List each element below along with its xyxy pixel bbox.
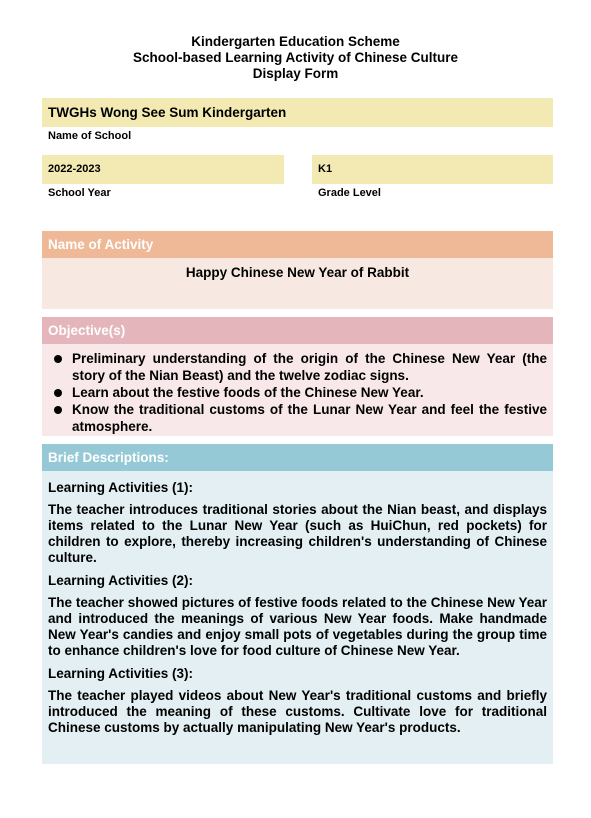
objective-item <box>48 384 547 401</box>
learning-activity-text: The teacher played videos about New Year's traditional customs and briefly introduced the meaning of these customs. Cultivate love for traditional Chinese customs by actually manipulating New Year's products. <box>48 688 547 735</box>
grade-level-label: Grade Level <box>318 187 381 199</box>
objective-item <box>48 401 547 435</box>
bullet-icon <box>54 355 62 363</box>
bullet-icon <box>54 406 62 414</box>
learning-activity-title: Learning Activities (2): <box>48 573 194 588</box>
form-header <box>0 34 591 82</box>
grade-level-field: K1 <box>312 155 553 184</box>
bullet-icon <box>54 389 62 397</box>
school-name-label: Name of School <box>48 130 132 142</box>
objective-text: Learn about the festive foods of the Chinese New Year. <box>72 385 424 400</box>
school-year-label: School Year <box>48 187 111 199</box>
header-line-1: Kindergarten Education Scheme <box>191 34 400 49</box>
learning-activity-text: The teacher introduces traditional stories about the Nian beast, and displays items related to the Lunar New Year (such as HuiChun, red pockets) for children to explore, thereby increasing children's understanding of Chinese culture. <box>48 502 547 565</box>
objectives-list <box>42 344 553 435</box>
objective-text: Preliminary understanding of the origin of the Chinese New Year (the story of the Nian Beast) and the twelve zodiac signs. <box>72 351 547 383</box>
brief-descriptions-body <box>42 471 553 764</box>
objective-text: Know the traditional customs of the Lunar New Year and feel the festive atmosphere. <box>72 402 547 434</box>
header-line-2: School-based Learning Activity of Chinese Culture <box>132 50 459 65</box>
activity-section-heading: Name of Activity <box>42 231 553 258</box>
learning-activity-title: Learning Activities (1): <box>48 480 194 495</box>
school-year-field: 2022-2023 <box>42 155 284 184</box>
objectives-body <box>42 344 553 436</box>
learning-activity-text: The teacher showed pictures of festive foods related to the Chinese New Year and introduced the meanings of various New Year foods. Make handmade New Year's candies and enjoy small pots of vegetables during the group time to enhance children's love for food culture of Chinese New Year. <box>48 595 547 658</box>
activity-name: Happy Chinese New Year of Rabbit <box>42 258 553 309</box>
header-line-3: Display Form <box>252 66 339 81</box>
brief-section-heading: Brief Descriptions: <box>42 444 553 471</box>
school-name-field: TWGHs Wong See Sum Kindergarten <box>42 98 553 127</box>
learning-activity-title: Learning Activities (3): <box>48 666 194 681</box>
objectives-section-heading: Objective(s) <box>42 317 553 344</box>
objective-item <box>48 350 547 384</box>
